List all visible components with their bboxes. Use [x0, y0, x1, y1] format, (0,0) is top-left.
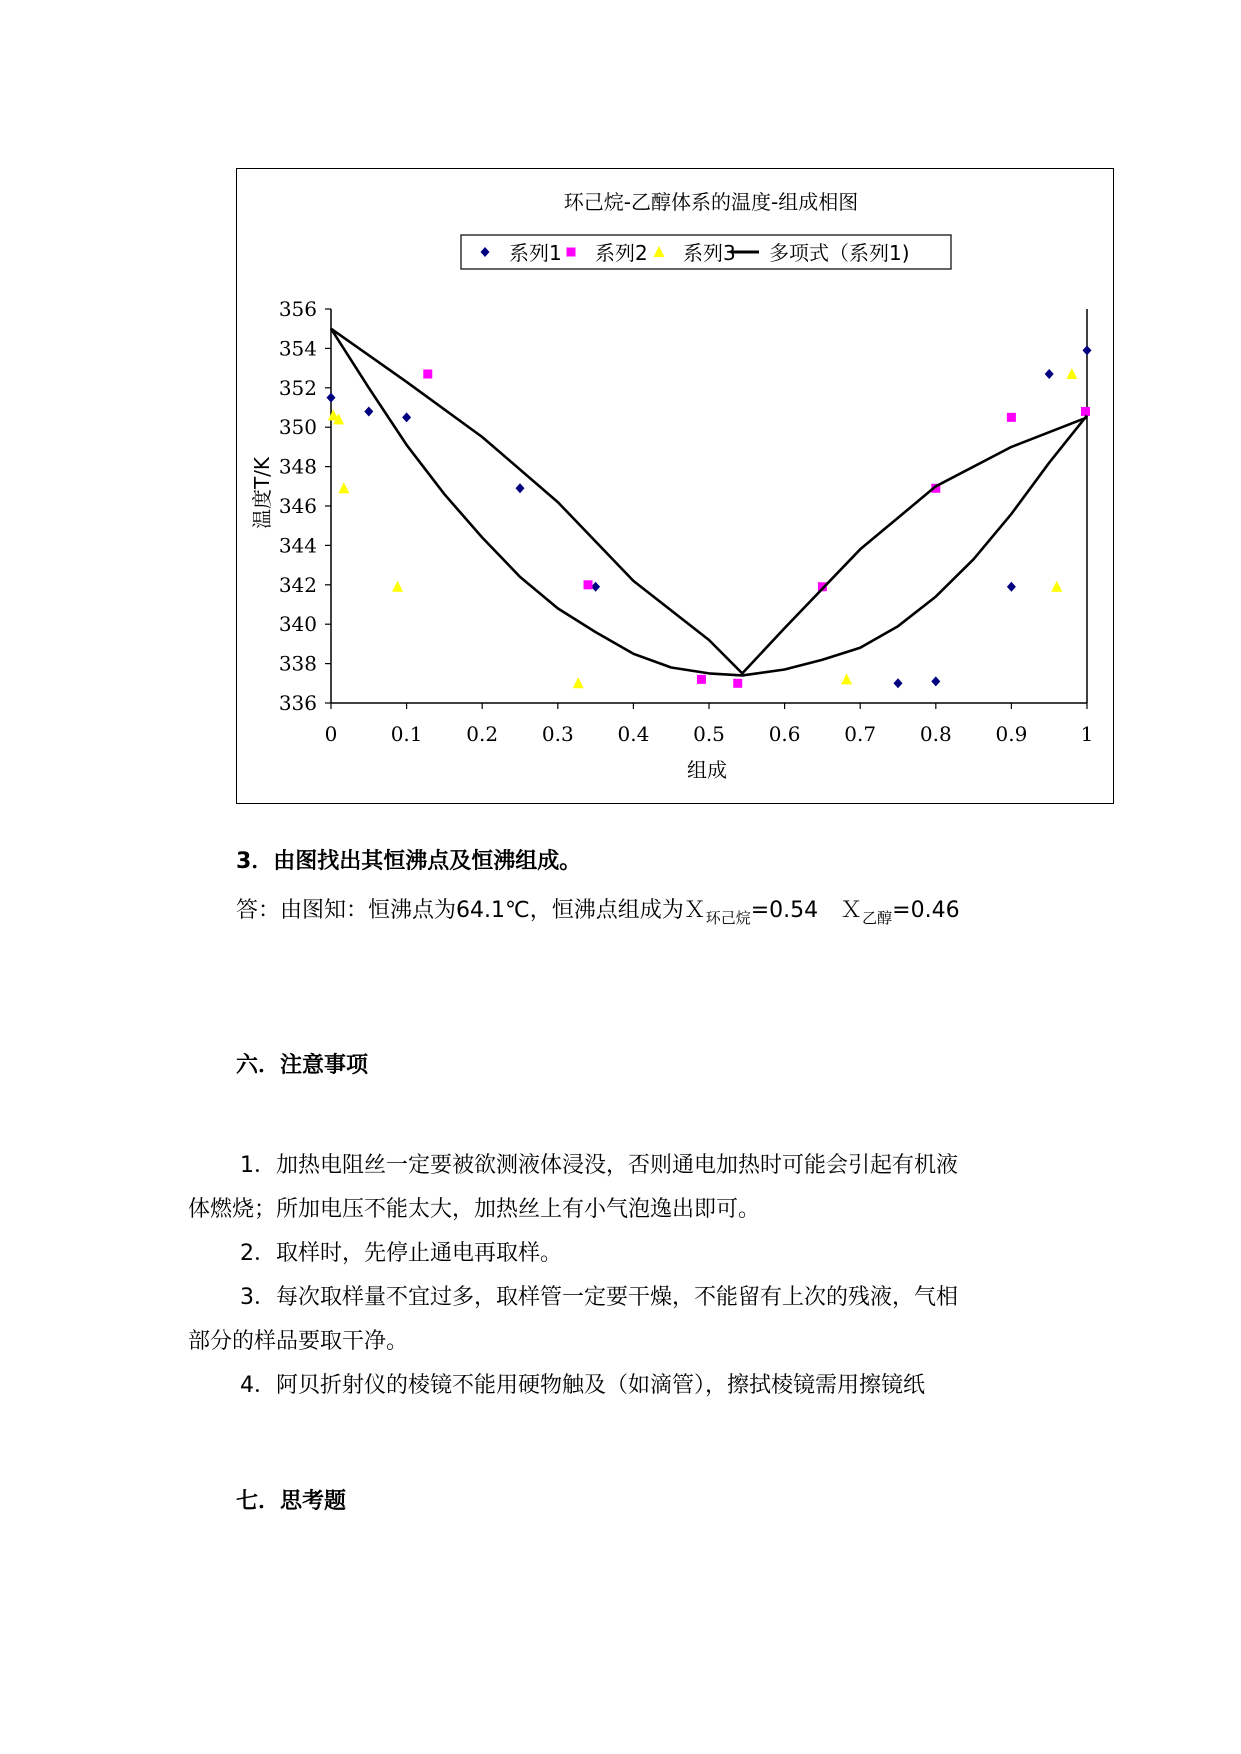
legend-marker-square	[567, 248, 576, 257]
subscript-ethanol: 乙醇	[862, 909, 893, 927]
series-curve-4	[331, 329, 1087, 674]
answer-value-1: =0.54 Ｘ	[750, 898, 863, 923]
section3-heading: 3．由图找出其恒沸点及恒沸组成。	[236, 849, 582, 874]
data-point-triangle	[841, 673, 852, 684]
y-tick-label: 346	[278, 494, 317, 518]
chart-plot-area	[327, 329, 1092, 689]
data-point-square	[1081, 407, 1090, 416]
y-axis-label: 温度T/K	[250, 456, 274, 530]
x-tick-label: 0.6	[768, 722, 801, 746]
data-point-diamond	[1007, 582, 1016, 592]
data-point-diamond	[1083, 345, 1092, 355]
x-tick-label: 0.3	[541, 722, 574, 746]
data-point-diamond	[364, 406, 373, 416]
data-point-triangle	[1051, 581, 1062, 592]
x-tick-label: 0.7	[844, 722, 877, 746]
data-point-diamond	[327, 393, 336, 403]
section6-heading: 六．注意事项	[236, 1053, 369, 1078]
data-point-diamond	[1045, 369, 1054, 379]
y-tick-label: 336	[278, 691, 317, 715]
chart-svg	[237, 169, 1115, 805]
answer-value-2: =0.46	[892, 898, 960, 923]
chart-legend	[461, 235, 951, 269]
y-tick-label: 348	[278, 454, 317, 479]
legend-label: 系列3	[683, 241, 736, 265]
x-tick-label: 0.1	[390, 722, 423, 746]
note-item-2: 2．取样时，先停止通电再取样。	[240, 1241, 562, 1266]
y-tick-label: 356	[278, 297, 317, 321]
data-point-triangle	[392, 581, 403, 592]
y-tick-label: 354	[278, 336, 317, 361]
data-point-triangle	[1066, 368, 1077, 379]
note-item-1-line-1: 1．加热电阻丝一定要被欲测液体浸没，否则通电加热时可能会引起有机液	[240, 1153, 958, 1178]
data-point-diamond	[402, 412, 411, 422]
data-point-diamond	[894, 678, 903, 688]
y-tick-label: 342	[278, 572, 317, 597]
data-point-diamond	[516, 483, 525, 493]
data-point-square	[733, 679, 742, 688]
data-point-triangle	[573, 677, 584, 688]
data-point-square	[1007, 413, 1016, 422]
x-axis-label: 组成	[687, 758, 727, 782]
data-point-square	[423, 370, 432, 379]
data-point-square	[697, 675, 706, 684]
chart-axes	[279, 297, 1094, 746]
note-item-3-line-2: 部分的样品要取干净。	[188, 1329, 409, 1354]
section3-answer	[236, 889, 960, 940]
subscript-cyclohexane: 环己烷	[705, 909, 751, 927]
x-tick-label: 0.4	[617, 722, 650, 746]
note-item-1-line-2: 体燃烧；所加电压不能太大，加热丝上有小气泡逸出即可。	[188, 1197, 761, 1222]
note-item-4: 4．阿贝折射仪的棱镜不能用硬物触及（如滴管），擦拭棱镜需用擦镜纸	[240, 1373, 925, 1398]
phase-diagram-chart	[236, 168, 1114, 804]
x-tick-label: 0	[324, 722, 338, 746]
x-tick-label: 0.2	[466, 722, 499, 746]
section7-heading: 七．思考题	[236, 1489, 347, 1514]
data-point-square	[584, 580, 593, 589]
note-item-3-line-1: 3．每次取样量不宜过多，取样管一定要干燥，不能留有上次的残液，气相	[240, 1285, 958, 1310]
x-tick-label: 0.5	[693, 722, 725, 746]
y-tick-label: 338	[278, 651, 317, 676]
y-tick-label: 352	[278, 375, 317, 400]
legend-label: 系列2	[595, 241, 648, 265]
data-point-triangle	[338, 482, 349, 493]
x-tick-label: 1	[1080, 722, 1094, 746]
y-tick-label: 340	[278, 612, 317, 637]
legend-label: 多项式（系列1)	[769, 241, 910, 265]
x-tick-label: 0.8	[919, 722, 952, 746]
chart-title: 环己烷-乙醇体系的温度-组成相图	[563, 190, 859, 214]
data-point-diamond	[931, 676, 940, 686]
answer-text: 答：由图知：恒沸点为64.1℃，恒沸点组成为Ｘ	[236, 898, 706, 923]
y-tick-label: 344	[278, 533, 317, 558]
x-tick-label: 0.9	[995, 722, 1028, 746]
legend-label: 系列1	[509, 241, 562, 265]
series-curve-3	[331, 329, 1087, 676]
y-tick-label: 350	[278, 415, 317, 440]
